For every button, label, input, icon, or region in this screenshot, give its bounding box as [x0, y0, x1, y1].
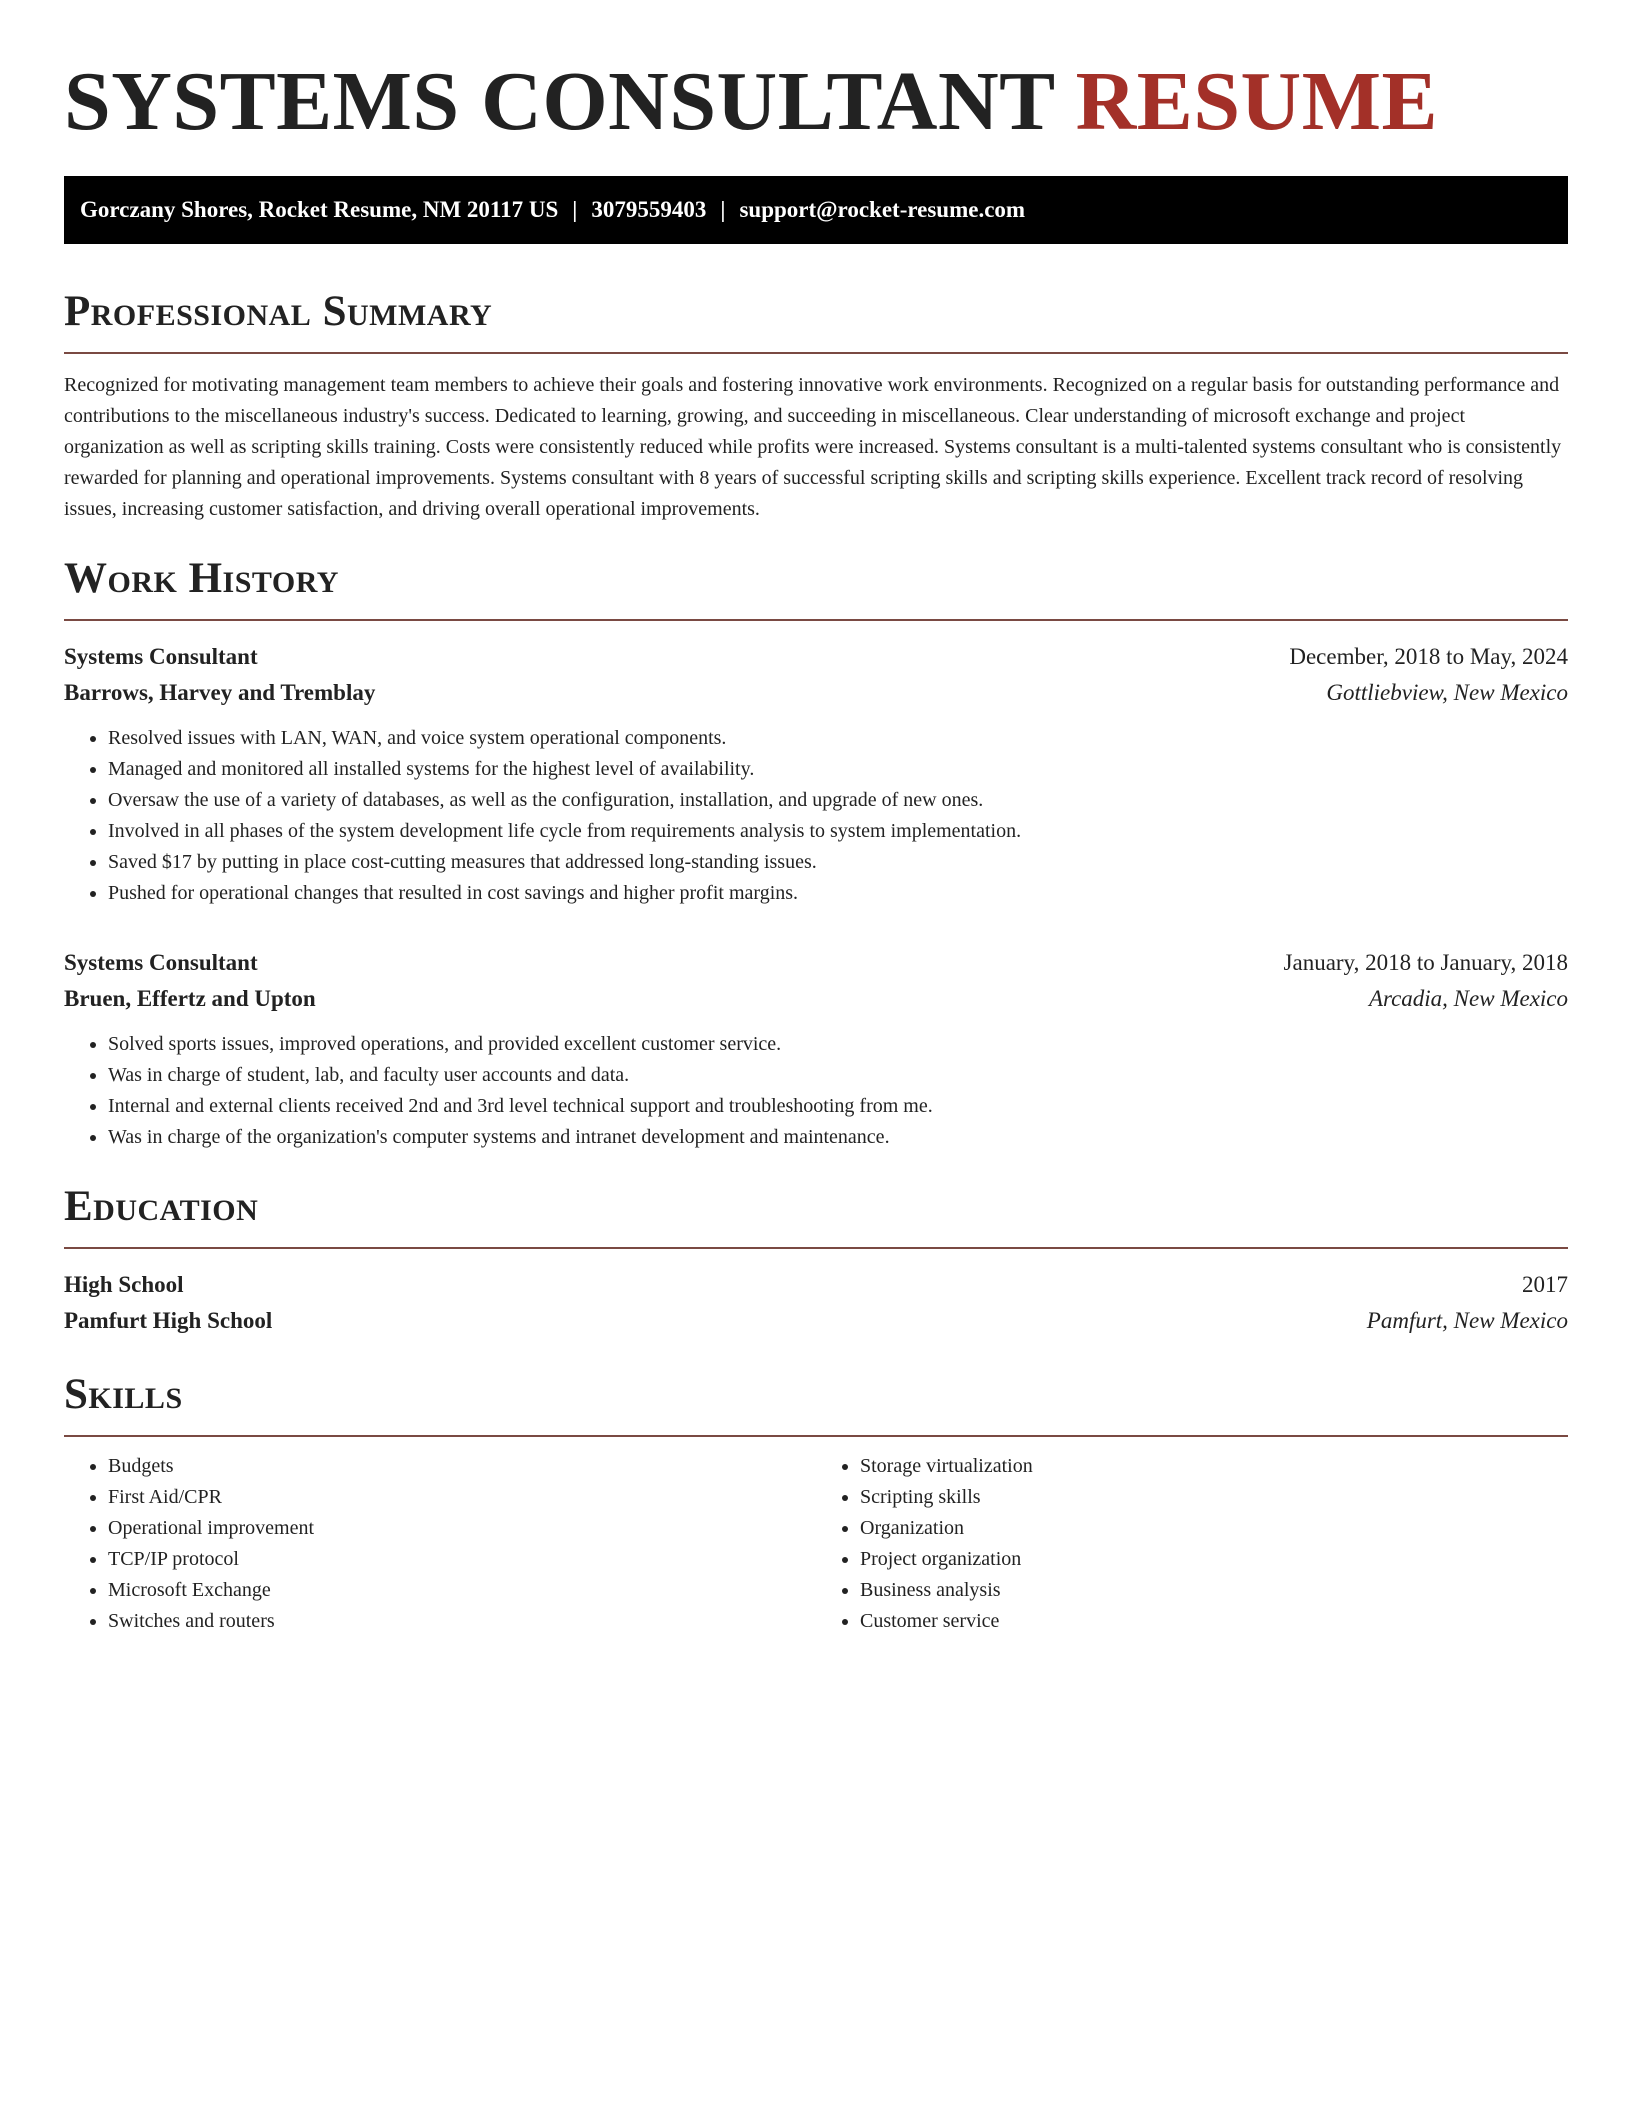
contact-phone: 3079559403	[591, 197, 707, 222]
skill-item: • Scripting skills	[860, 1482, 1568, 1513]
section-divider	[64, 619, 1568, 621]
job-company-row	[64, 981, 1568, 1017]
skill-item: • Budgets	[108, 1451, 816, 1482]
job-bullet: • Internal and external clients received 2nd and 3rd level technical support and troubleshooting from me.	[108, 1091, 1568, 1122]
job-bullet: • Resolved issues with LAN, WAN, and voice system operational components.	[108, 723, 1568, 754]
section-divider	[64, 352, 1568, 354]
skill-item: • Business analysis	[860, 1575, 1568, 1606]
skill-item: • Switches and routers	[108, 1606, 816, 1637]
job-entry	[64, 945, 1568, 1153]
job-bullet: • Was in charge of student, lab, and faculty user accounts and data.	[108, 1060, 1568, 1091]
title-main: SYSTEMS CONSULTANT	[64, 55, 1055, 148]
title-accent: RESUME	[1075, 55, 1439, 148]
section-divider	[64, 1435, 1568, 1437]
job-bullet: • Involved in all phases of the system development life cycle from requirements analysis to system implementation.	[108, 816, 1568, 847]
contact-email[interactable]: support@rocket-resume.com	[739, 197, 1026, 222]
skill-item: • Project organization	[860, 1544, 1568, 1575]
education-degree: High School	[64, 1272, 184, 1297]
contact-separator: |	[720, 197, 726, 222]
skill-item: • TCP/IP protocol	[108, 1544, 816, 1575]
skills-list-right	[816, 1451, 1568, 1637]
skills-section	[64, 1369, 1568, 1637]
section-heading-education: Education	[64, 1183, 259, 1230]
skill-item: • Microsoft Exchange	[108, 1575, 816, 1606]
job-dates: December, 2018 to May, 2024	[1289, 644, 1568, 669]
resume-title	[64, 52, 1568, 152]
education-year: 2017	[1522, 1272, 1568, 1297]
contact-address: Gorczany Shores, Rocket Resume, NM 20117 US	[80, 197, 559, 222]
skills-columns	[64, 1451, 1568, 1637]
section-heading-summary: Professional Summary	[64, 288, 493, 335]
summary-text: Recognized for motivating management team members to achieve their goals and fostering innovative work environments. Recognized on a regular basis for outstanding performance and contributions to the miscellaneous industry's success. Dedicated to learning, growing, and succeeding in miscellaneous. Clear understanding of microsoft exchange and project organization as well as scripting skills training. Costs were consistently reduced while profits were increased. Systems consultant is a multi-talented systems consultant who is consistently rewarded for planning and operational improvements. Systems consultant with 8 years of successful scripting skills and scripting skills experience. Excellent track record of resolving issues, increasing customer satisfaction, and driving overall operational improvements.	[64, 374, 1562, 520]
professional-summary-section	[64, 286, 1568, 525]
work-history-section	[64, 553, 1568, 1153]
job-company: Barrows, Harvey and Tremblay	[64, 680, 376, 705]
job-bullet: • Pushed for operational changes that resulted in cost savings and higher profit margins.	[108, 878, 1568, 909]
job-company: Bruen, Effertz and Upton	[64, 986, 316, 1011]
job-entry	[64, 639, 1568, 909]
section-heading-work: Work History	[64, 555, 339, 602]
skills-list-left	[64, 1451, 816, 1637]
job-title: Systems Consultant	[64, 950, 258, 975]
education-entry	[64, 1267, 1568, 1339]
section-divider	[64, 1247, 1568, 1249]
job-bullet: • Saved $17 by putting in place cost-cutting measures that addressed long-standing issues.	[108, 847, 1568, 878]
job-bullets	[64, 1029, 1568, 1153]
skill-item: • Operational improvement	[108, 1513, 816, 1544]
job-bullet: • Was in charge of the organization's computer systems and intranet development and maintenance.	[108, 1122, 1568, 1153]
skill-item: • First Aid/CPR	[108, 1482, 816, 1513]
education-section	[64, 1181, 1568, 1339]
skill-item: • Customer service	[860, 1606, 1568, 1637]
job-header-row	[64, 639, 1568, 675]
education-school: Pamfurt High School	[64, 1308, 273, 1333]
job-bullet: • Managed and monitored all installed systems for the highest level of availability.	[108, 754, 1568, 785]
job-dates: January, 2018 to January, 2018	[1283, 950, 1568, 975]
education-degree-row	[64, 1267, 1568, 1303]
education-location: Pamfurt, New Mexico	[1366, 1308, 1568, 1333]
job-title: Systems Consultant	[64, 644, 258, 669]
skill-item: • Organization	[860, 1513, 1568, 1544]
education-school-row	[64, 1303, 1568, 1339]
job-bullet: • Solved sports issues, improved operations, and provided excellent customer service.	[108, 1029, 1568, 1060]
job-bullets	[64, 723, 1568, 909]
job-location: Gottliebview, New Mexico	[1326, 680, 1568, 705]
job-location: Arcadia, New Mexico	[1368, 986, 1568, 1011]
job-header-row	[64, 945, 1568, 981]
section-heading-skills: Skills	[64, 1371, 183, 1418]
job-bullet: • Oversaw the use of a variety of databases, as well as the configuration, installation, and upgrade of new ones.	[108, 785, 1568, 816]
skill-item: • Storage virtualization	[860, 1451, 1568, 1482]
contact-separator: |	[572, 197, 578, 222]
contact-bar	[64, 176, 1568, 244]
job-company-row	[64, 675, 1568, 711]
